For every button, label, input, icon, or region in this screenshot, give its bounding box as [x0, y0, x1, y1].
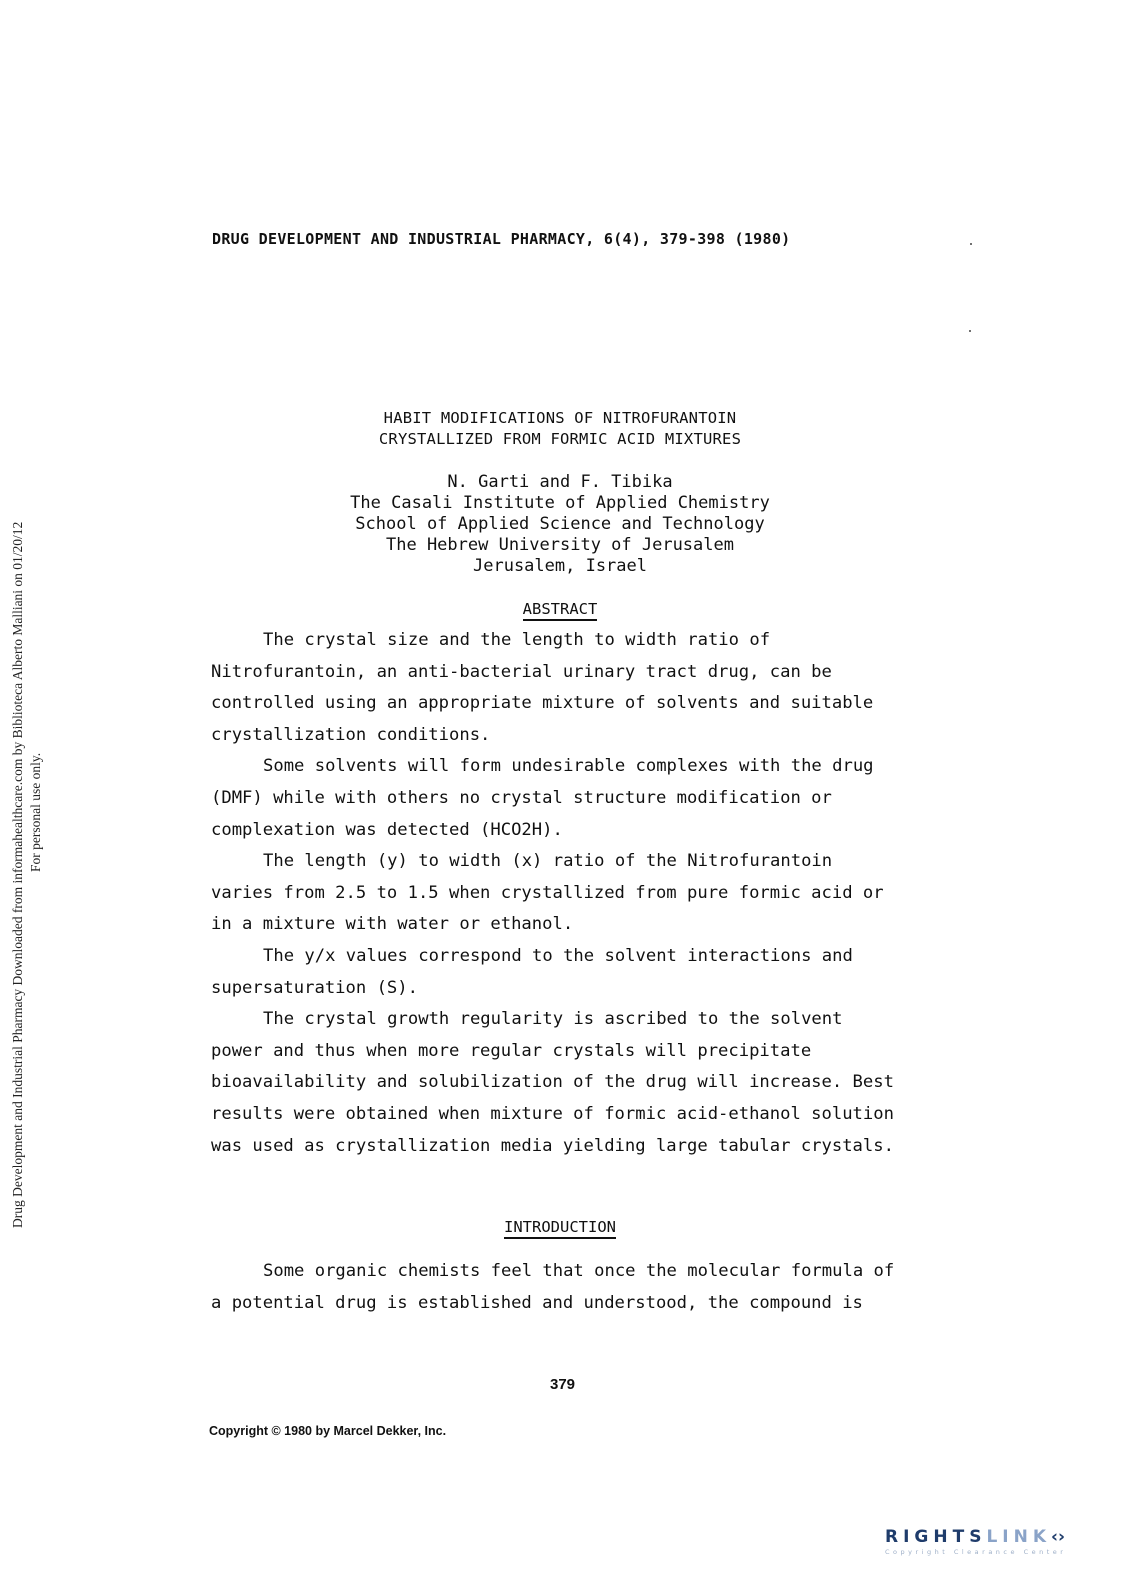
abstract-body [211, 625, 901, 1162]
rightslink-logo[interactable] [885, 1527, 1120, 1567]
abstract-heading-text: ABSTRACT [523, 600, 598, 621]
download-notice-line: Drug Development and Industrial Pharmacy Downloaded from informahealthcare.com by Biblioteca Alberto Malliani on 01/20/12 [10, 521, 25, 1228]
rightslink-arrow-icon: ‹› [1051, 1527, 1066, 1547]
abstract-paragraph: The length (y) to width (x) ratio of the Nitrofurantoin varies from 2.5 to 1.5 when crystallized from pure formic acid or in a mixture with water or ethanol. [211, 851, 884, 935]
abstract-heading [210, 600, 910, 618]
margin-speck [970, 243, 972, 245]
title-line: HABIT MODIFICATIONS OF NITROFURANTOIN [383, 409, 737, 427]
abstract-paragraph: Some solvents will form undesirable complexes with the drug (DMF) while with others no crystal structure modification or complexation was detected (HCO2H). [211, 756, 874, 840]
rightslink-tagline: Copyright Clearance Center [885, 1548, 1067, 1556]
rightslink-wordmark [885, 1527, 1120, 1547]
affiliation-line: Jerusalem, Israel [473, 556, 647, 576]
rightslink-rights-text: RIGHTS [885, 1527, 987, 1547]
personal-use-notice: For personal use only. [28, 752, 43, 872]
abstract-paragraph: The y/x values correspond to the solvent interactions and supersaturation (S). [211, 945, 853, 998]
journal-header: DRUG DEVELOPMENT AND INDUSTRIAL PHARMACY, 6(4), 379-398 (1980) [212, 230, 791, 248]
title-line: CRYSTALLIZED FROM FORMIC ACID MIXTURES [378, 430, 742, 448]
abstract-paragraph: The crystal size and the length to width ratio of Nitrofurantoin, an anti-bacterial urinary tract drug, can be controlled using an appropriate mixture of solvents and suitable crystallization conditions. [211, 630, 874, 745]
introduction-paragraph: Some organic chemists feel that once the molecular formula of a potential drug is established and understood, the compound is [211, 1261, 895, 1313]
affiliation-line: The Casali Institute of Applied Chemistry [350, 493, 770, 513]
download-notice [4, 350, 54, 1230]
copyright-notice: Copyright © 1980 by Marcel Dekker, Inc. [209, 1424, 447, 1438]
affiliation-line: The Hebrew University of Jerusalem [386, 535, 734, 555]
introduction-heading-text: INTRODUCTION [504, 1218, 616, 1239]
rightslink-link-text: LINK [986, 1527, 1051, 1547]
page-number: 379 [549, 1376, 576, 1393]
margin-speck [969, 330, 971, 332]
author-block [210, 472, 910, 577]
article-title [210, 408, 910, 450]
author-names: N. Garti and F. Tibika [447, 472, 673, 492]
affiliation-line: School of Applied Science and Technology [355, 514, 765, 534]
introduction-heading [210, 1218, 910, 1236]
introduction-body [211, 1256, 901, 1319]
abstract-paragraph: The crystal growth regularity is ascribed to the solvent power and thus when more regular crystals will precipitate bioavailability and solubilization of the drug will increase. Best results were obtained when mixture of formic acid-ethanol solution was used as crystallization media yielding large tabular crystals. [211, 1009, 894, 1156]
